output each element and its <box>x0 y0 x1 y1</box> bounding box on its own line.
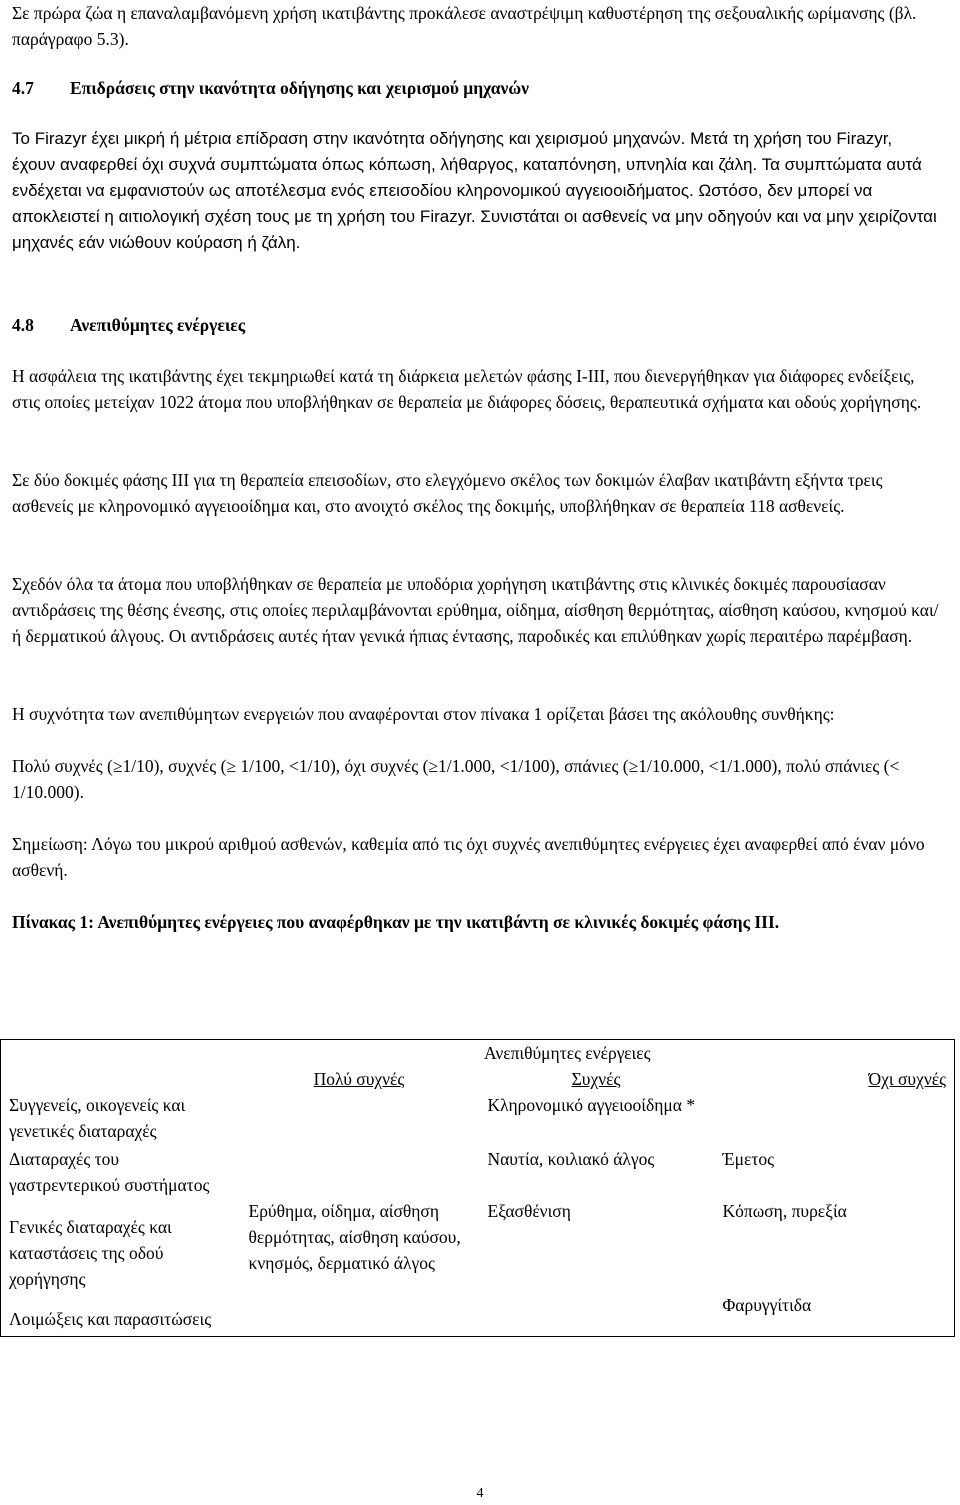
table-cell-uncommon: Κόπωση, πυρεξία <box>715 1198 955 1292</box>
table-cell-uncommon: Φαρυγγίτιδα <box>715 1292 955 1337</box>
paragraph-4-8-frequency-definitions: Πολύ συχνές (≥1/10), συχνές (≥ 1/100, <1/10), όχι συχνές (≥1/1.000, <1/100), σπάνιες (≥1/10.000, <1/1.000), πολύ σπάνιες (< 1/10.000). <box>12 756 900 802</box>
table-cell-common: Εξασθένιση <box>487 1201 571 1221</box>
table-row <box>1 1292 955 1337</box>
table-cell-soc: Λοιμώξεις και παρασιτώσεις <box>1 1292 241 1337</box>
column-header-very-common: Πολύ συχνές <box>313 1069 405 1089</box>
table-caption: Πίνακας 1: Ανεπιθύμητες ενέργειες που αναφέρθηκαν με την ικατιβάντη σε κλινικές δοκιμές φάσης III. <box>12 912 780 932</box>
table-row <box>1 1144 955 1198</box>
table-cell-soc: Συγγενείς, οικογενείς και γενετικές διαταραχές <box>1 1092 241 1144</box>
page-number: 4 <box>476 1486 484 1501</box>
table-cell-uncommon <box>715 1092 955 1144</box>
table-row <box>1 1092 955 1144</box>
paragraph-4-7: Το Firazyr έχει μικρή ή μέτρια επίδραση στην ικανότητα οδήγησης και χειρισμού μηχανών. Μετά τη χρήση του Firazyr, έχουν αναφερθεί όχι συχνά συμπτώματα όπως κόπωση, λήθαργος, καταπόνηση, υπνηλία και ζάλη. Τα συμπτώματα αυτά ενδέχεται να εμφανιστούν ως αποτέλεσμα ενός επεισοδίου κληρονομικού αγγειοοιδήματος. Ωστόσο, δεν μπορεί να αποκλειστεί η αιτιολογική σχέση τους με τη χρήση του Firazyr. Συνιστάται οι ασθενείς να μην οδηγούν και να μην χειρίζονται μηχανές εάν νιώθουν κούραση ή ζάλη. <box>12 129 937 252</box>
table-cell-soc: Διαταραχές του γαστρεντερικού συστήματος <box>1 1144 241 1198</box>
table-row <box>1 1198 955 1292</box>
paragraph-4-8-trials: Σε δύο δοκιμές φάσης III για τη θεραπεία επεισοδίων, στο ελεγχόμενο σκέλος των δοκιμών έλαβαν ικατιβάντη εξήντα τρεις ασθενείς με κληρονομικό αγγειοοίδημα και, στο ανοιχτό σκέλος της δοκιμής, υποβλήθηκαν σε θεραπεία 118 ασθενείς. <box>12 470 883 516</box>
paragraph-4-8-frequency-intro: Η συχνότητα των ανεπιθύμητων ενεργειών που αναφέρονται στον πίνακα 1 ορίζεται βάσει της ακόλουθης συνθήκης: <box>12 704 835 724</box>
table-cell-very-common: Ερύθημα, οίδημα, αίσθηση θερμότητας, αίσθηση καύσου, κνησμός, δερματικό άλγος <box>248 1201 461 1273</box>
paragraph-4-8-injection-site: Σχεδόν όλα τα άτομα που υποβλήθηκαν σε θεραπεία με υποδόρια χορήγηση ικατιβάντης στις κλινικές δοκιμές παρουσίασαν αντιδράσεις της θέσης ένεσης, στις οποίες περιλαμβάνονται ερύθημα, οίδημα, αίσθηση θερμότητας, αίσθηση καύσου, κνησμού και/ή δερματικού άλγους. Οι αντιδράσεις αυτές ήταν γενικά ήπιας έντασης, παροδικές και επιλύθηκαν χωρίς περαιτέρω παρέμβαση. <box>12 574 939 646</box>
table-column-header-row <box>1 1066 955 1092</box>
table-cell-very-common <box>241 1092 478 1144</box>
table-cell-common <box>478 1292 715 1337</box>
section-title-4-8: Ανεπιθύμητες ενέργειες <box>70 315 246 335</box>
table-group-header-row <box>1 1040 955 1067</box>
column-header-common: Συχνές <box>571 1069 621 1089</box>
adverse-reactions-table <box>0 1039 955 1337</box>
section-heading-4-8 <box>12 312 940 338</box>
table-group-header: Ανεπιθύμητες ενέργειες <box>241 1040 955 1067</box>
section-title-4-7: Επιδράσεις στην ικανότητα οδήγησης και χειρισμού μηχανών <box>70 78 529 98</box>
table-cell-common: Ναυτία, κοιλιακό άλγος <box>487 1149 655 1169</box>
section-number-4-7: 4.7 <box>12 78 34 98</box>
section-number-4-8: 4.8 <box>12 315 34 335</box>
table-cell-very-common <box>241 1144 478 1198</box>
paragraph-4-8-note: Σημείωση: Λόγω του μικρού αριθμού ασθενών, καθεμία από τις όχι συχνές ανεπιθύμητες ενέργειες έχει αναφερθεί από έναν μόνο ασθενή. <box>12 834 925 880</box>
table-cell-soc: Γενικές διαταραχές και καταστάσεις της οδού χορήγησης <box>1 1198 241 1292</box>
section-heading-4-7 <box>12 75 940 101</box>
column-header-uncommon: Όχι συχνές <box>715 1066 955 1092</box>
table-cell-uncommon: Έμετος <box>715 1144 955 1198</box>
paragraph-top: Σε πρώρα ζώα η επαναλαμβανόμενη χρήση ικατιβάντης προκάλεσε αναστρέψιμη καθυστέρηση της σεξουαλικής ωρίμανσης (βλ. παράγραφο 5.3). <box>12 3 917 49</box>
paragraph-4-8-safety: Η ασφάλεια της ικατιβάντης έχει τεκμηριωθεί κατά τη διάρκεια μελετών φάσης I-III, που διενεργήθηκαν για διάφορες ενδείξεις, στις οποίες μετείχαν 1022 άτομα που υποβλήθηκαν σε θεραπεία με διάφορες δόσεις, θεραπευτικά σχήματα και οδούς χορήγησης. <box>12 366 922 412</box>
table-cell-very-common <box>241 1292 478 1337</box>
table-cell-common: Κληρονομικό αγγειοοίδημα * <box>487 1095 696 1115</box>
